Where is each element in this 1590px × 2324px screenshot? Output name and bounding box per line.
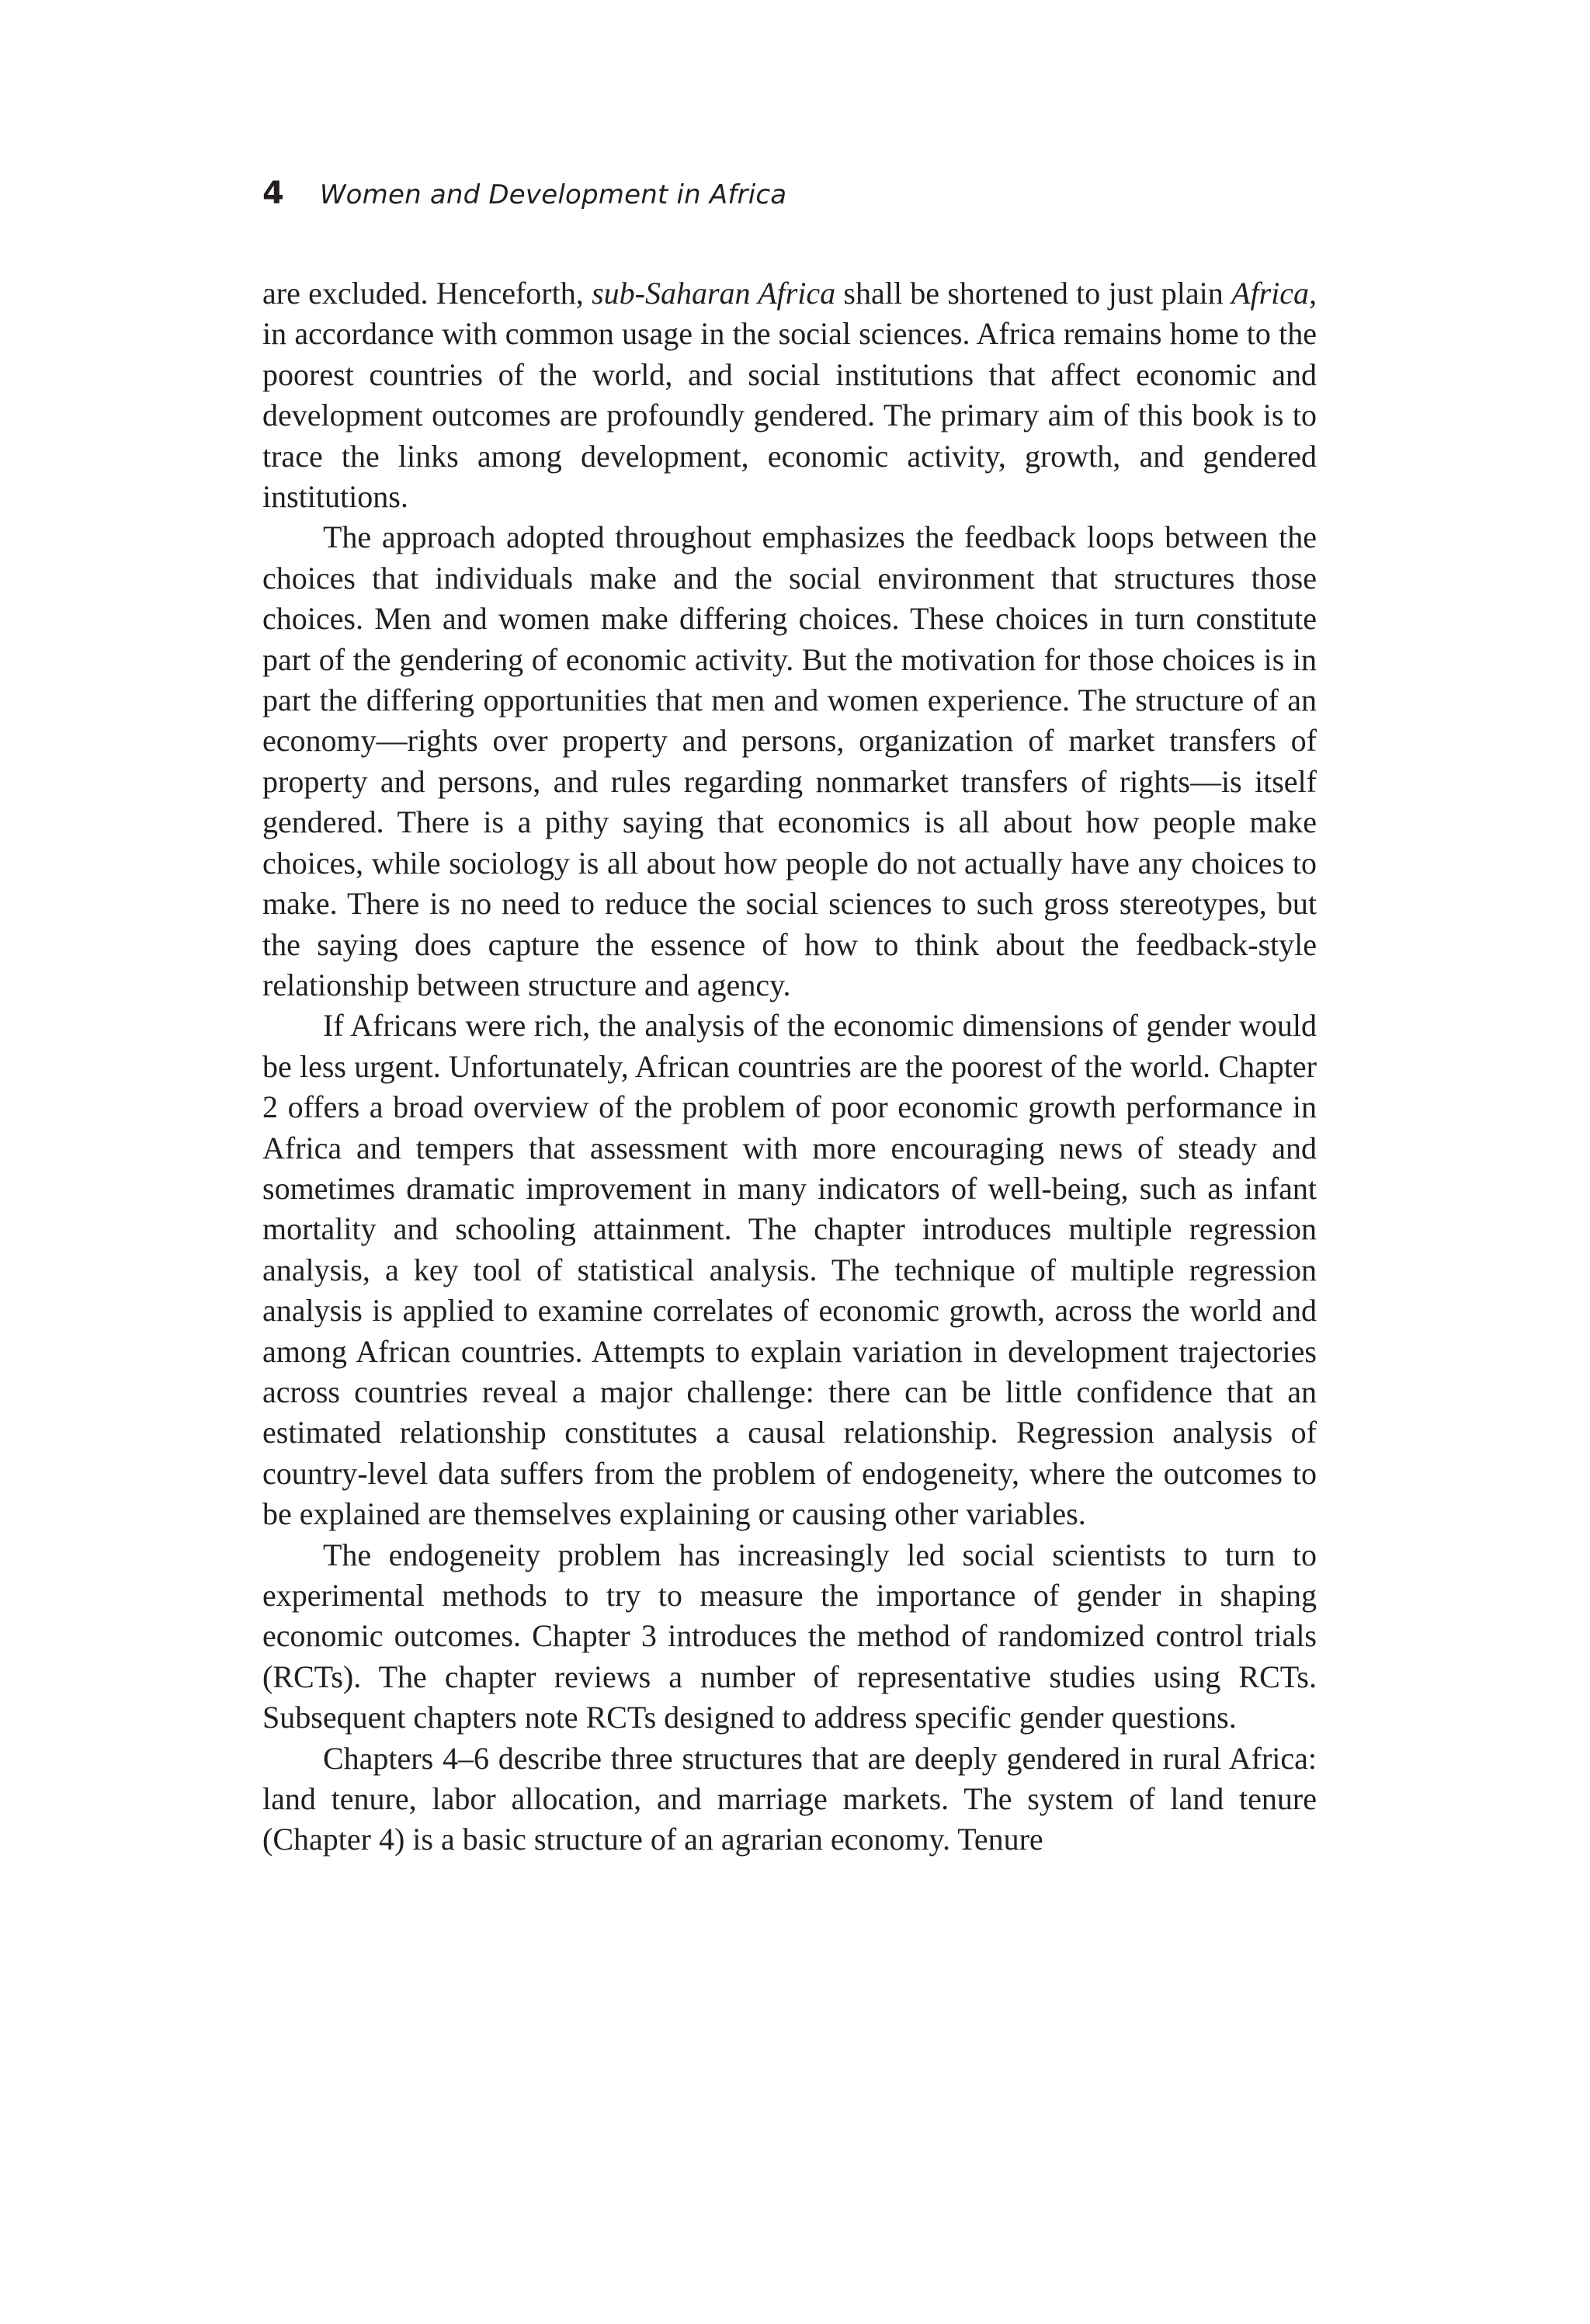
italic-text-run: Africa,: [1231, 276, 1317, 311]
running-head: [262, 175, 786, 222]
body-text: [262, 273, 1317, 1860]
text-run: in accordance with common usage in the social sciences. Africa remains home to the poorest countries of the world, and social institutions that affect economic and development outcomes are profoundly gendered. The primary aim of this book is to trace the links among development, economic activity, growth, and gendered institutions.: [262, 316, 1317, 515]
text-run: shall be shortened to just plain: [835, 276, 1232, 311]
paragraph: [262, 273, 1317, 517]
paragraph: [262, 1006, 1317, 1534]
text-run: are excluded. Henceforth,: [262, 276, 592, 311]
paragraph: [262, 517, 1317, 1006]
text-run: The approach adopted throughout emphasizes the feedback loops between the choices that individuals make and the social environment that structures those choices. Men and women make differing choices. These choices in turn constitute part of the gendering of economic activity. But the motivation for those choices is in part the differing opportunities that men and women experience. The structure of an economy—rights over property and persons, organization of market transfers of property and persons, and rules regarding nonmarket transfers of rights—is itself gendered. There is a pithy saying that economics is all about how people make choices, while sociology is all about how people do not actually have any choices to make. There is no need to reduce the social sciences to such gross stereotypes, but the saying does capture the essence of how to think about the feedback-style relationship between structure and agency.: [262, 519, 1317, 1002]
page-number: 4: [262, 175, 284, 211]
paragraph: [262, 1739, 1317, 1860]
italic-text-run: sub-Saharan Africa: [592, 276, 836, 311]
book-title: Women and Development in Africa: [319, 179, 787, 210]
text-run: The endogeneity problem has increasingly led social scientists to turn to experimental methods to try to measure the importance of gender in shaping economic outcomes. Chapter 3 introduces the method of randomized control trials (RCTs). The chapter reviews a number of representative studies using RCTs. Subsequent chapters note RCTs designed to address specific gender questions.: [262, 1537, 1317, 1735]
text-run: Chapters 4–6 describe three structures that are deeply gendered in rural Africa: land tenure, labor allocation, and marriage markets. The system of land tenure (Chapter 4) is a basic structure of an agrarian economy. Tenure: [262, 1740, 1317, 1857]
paragraph: [262, 1535, 1317, 1739]
text-run: If Africans were rich, the analysis of the economic dimensions of gender would be less urgent. Unfortunately, African countries are the poorest of the world. Chapter 2 offers a broad overview of the problem of poor economic growth performance in Africa and tempers that assessment with more encouraging news of steady and sometimes dramatic improvement in many indicators of well-being, such as infant mortality and schooling attainment. The chapter introduces multiple regression analysis, a key tool of statistical analysis. The technique of multiple regression analysis is applied to examine correlates of economic growth, across the world and among African countries. Attempts to explain variation in development trajectories across countries reveal a major challenge: there can be little confidence that an estimated relationship constitutes a causal relationship. Regression analysis of country-level data suffers from the problem of endogeneity, where the outcomes to be explained are themselves explaining or causing other variables.: [262, 1008, 1317, 1532]
